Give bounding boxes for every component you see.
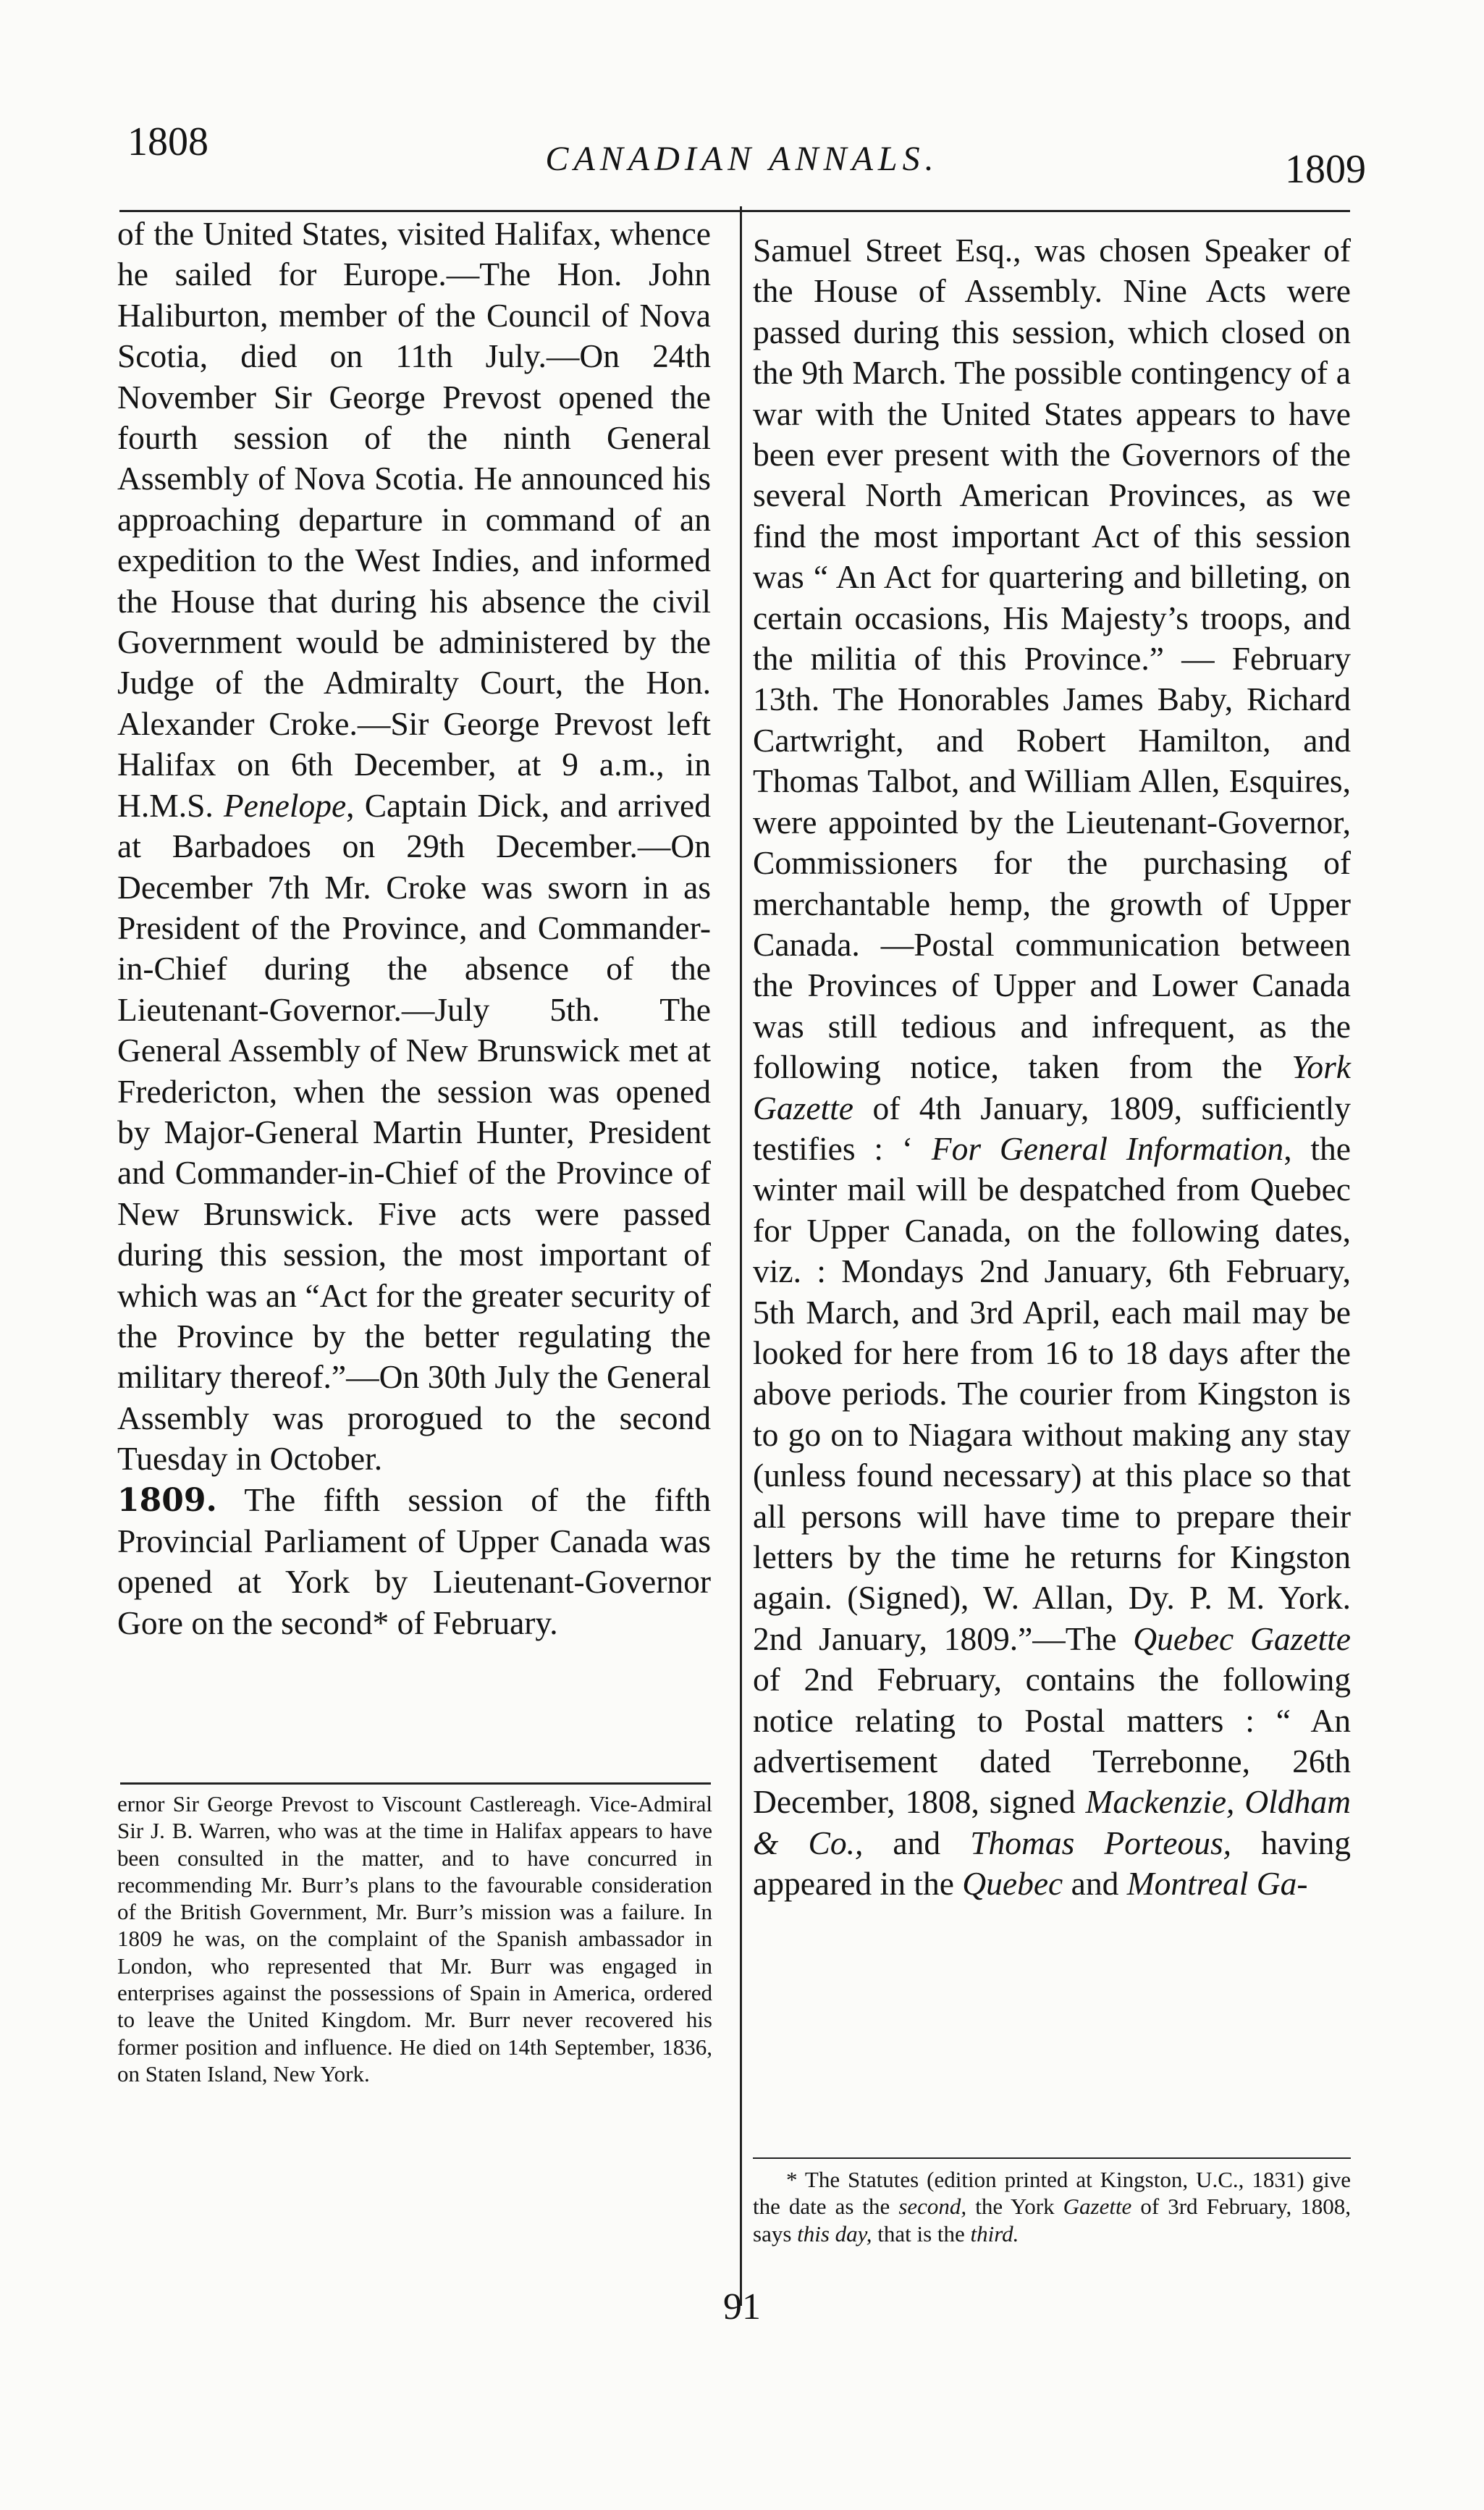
ship-name: Penelope: [223, 786, 347, 824]
column-divider: [740, 206, 742, 2306]
left-footnote: ernor Sir George Prevost to Viscount Castlereagh. Vice-Admiral Sir J. B. Warren, who was at the time in Halifax appears to have been consulted in the matter, and to have concurred in recommending Mr. Burr’s plans to the favourable consideration of the British Government, Mr. Burr’s mission was a failure. In 1809 he was, on the complaint of the Spanish ambassador in London, who represented that Mr. Burr was engaged in enterprises against the possessions of Spain in America, ordered to leave the United Kingdom. Mr. Burr never recovered his former position and influence. He died on 14th September, 1836, on Staten Island, New York.: [117, 1791, 712, 2086]
footnote-rule-left: [120, 1782, 711, 1785]
header-year-left: 1808: [127, 119, 208, 164]
header-rule: [119, 210, 1350, 212]
page-number: 91: [723, 2286, 761, 2328]
year-heading: 1809.: [117, 1481, 217, 1519]
left-paragraph-1: of the United States, visited Halifax, whence he sailed for Europe.—The Hon. John Haliburton, member of the Council of Nova Scotia, died on 11th July.—On 24th November Sir George Prevost opened the fourth session of the ninth General Assembly of Nova Scotia. He announced his approaching departure in command of an expedition to the West Indies, and informed the House that during his absence the civil Government would be administered by the Judge of the Admiralty Court, the Hon. Alexander Croke.—Sir George Prevost left Halifax on 6th December, at 9 a.m., in H.M.S. Penelope, Captain Dick, and arrived at Barbadoes on 29th December.—On December 7th Mr. Croke was sworn in as President of the Province, and Commander-in-Chief during the absence of the Lieutenant-Governor.—July 5th. The General Assembly of New Brunswick met at Fredericton, when the session was opened by Major-General Martin Hunter, President and Commander-in-Chief of the Province of New Brunswick. Five acts were passed during this session, the most important of which was an “Act for the greater security of the Province by the better regulating the military thereof.”—On 30th July the General Assembly was prorogued to the second Tuesday in October.: [117, 215, 711, 1478]
right-paragraph: Samuel Street Esq., was chosen Speaker of the House of Assembly. Nine Acts were passed during this session, which closed on the 9th March. The possible contingency of a war with the United States appears to have been ever present with the Governors of the several North American Provinces, as we find the most important Act of this session was “ An Act for quartering and billeting, on certain occasions, His Majesty’s troops, and the militia of this Province.” — February 13th. The Honorables James Baby, Richard Cartwright, and Robert Hamilton, and Thomas Talbot, and William Allen, Esquires, were appointed by the Lieutenant-Governor, Commissioners for the purchasing of merchantable hemp, the growth of Upper Canada. —Postal communication between the Provinces of Upper and Lower Canada was still tedious and infrequent, as the following notice, taken from the York Gazette of 4th January, 1809, sufficiently testifies : ‘ For General Information, the winter mail will be despatched from Quebec for Upper Canada, on the following dates, viz. : Mondays 2nd January, 6th February, 5th March, and 3rd April, each mail may be looked for here from 16 to 18 days after the above periods. The courier from Kingston is to go on to Niagara without making any stay (unless found necessary) at this place so that all persons will have time to prepare their letters by the time he returns for Kingston again. (Signed), W. Allan, Dy. P. M. York. 2nd January, 1809.”—The Quebec Gazette of 2nd February, contains the following notice relating to Postal matters : “ An advertisement dated Terrebonne, 26th December, 1808, signed Mackenzie, Oldham & Co., and Thomas Porteous, having appeared in the Quebec and Montreal Ga-: [753, 232, 1352, 1903]
right-footnote: * The Statutes (edition printed at Kingston, U.C., 1831) give the date as the second, the York Gazette of 3rd February, 1808, says this day, that is the third.: [753, 2167, 1351, 2246]
left-column: [117, 214, 711, 1643]
header-year-right: 1809: [1285, 147, 1366, 192]
running-title: CANADIAN ANNALS.: [545, 140, 939, 178]
right-column: [753, 230, 1351, 1905]
left-paragraph-2: 1809. The fifth session of the fifth Provincial Parliament of Upper Canada was opened at York by Lieutenant-Governor Gore on the second* of February.: [117, 1481, 711, 1641]
footnote-rule-right: [753, 2157, 1351, 2159]
